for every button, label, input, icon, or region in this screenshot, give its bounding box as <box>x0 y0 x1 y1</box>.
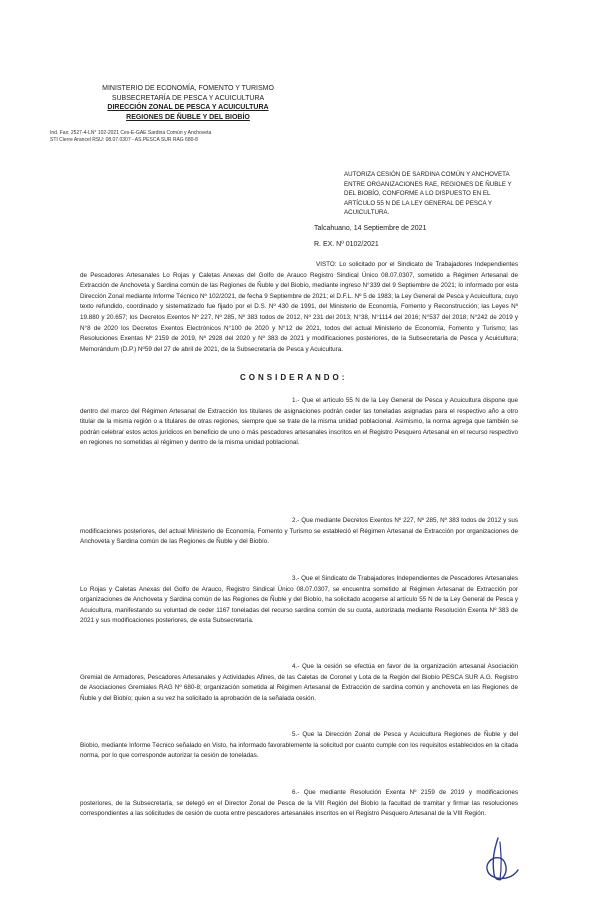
letterhead <box>88 84 288 122</box>
ministry-line: MINISTERIO DE ECONOMÍA, FOMENTO Y TURISMO <box>102 85 274 92</box>
considerando-5: 5.- Que la Dirección Zonal de Pesca y Acuicultura Regiones de Ñuble y del Biobío, mediante Informe Técnico señalado en Visto, ha informado favorablemente la solicitud por cuanto cumple con los requisitos establecidos en la citada norma, por lo que corresponde autorizar la cesión de toneladas. <box>80 731 518 760</box>
considerando-4: 4.- Que la cesión se efectúa en favor de la organización artesanal Asociación Gremial de Armadores, Pescadores Artesanales y Actividades Afines, de las Caletas de Coronel y Lota de la Región del Biobío PESCA SUR A.G. Registro de Asociaciones Gremiales RAG Nº 680-8; organización sometida al Régimen Artesanal de Extracción de sardina común y anchoveta en las Regiones de Ñuble y del Biobío; quien a su vez ha solicitado la aprobación de la señalada cesión. <box>80 663 518 702</box>
document-date: Talcahuano, 14 Septiembre de 2021 <box>314 225 427 232</box>
considerando-6: 6.- Que mediante Resolución Exenta Nº 2159 de 2019 y modificaciones posteriores, de la Subsecretaría, se delegó en el Director Zonal de Pesca de la VIII Región del Biobío la facultad de tramitar y firmar las resoluciones correspondientes a las solicitudes de cesión de cuota entre pescadores artesanales inscritos en el Registro Pesquero Artesanal de la VIII Región. <box>80 789 518 818</box>
considerando-heading: CONSIDERANDO: <box>240 373 348 382</box>
visto-paragraph: VISTO: Lo solicitado por el Sindicato de Trabajadores Independientes de Pescadores Artesanales Lo Rojas y Caletas Anexas del Golfo de Arauco Registro Sindical Único 08.07.0307, sometido a Régimen Artesanal de Extracción de Anchoveta y Sardina común de las Regiones de Ñuble y del Biobío, mediante ingreso N°339 del 9 Septiembre de 2021; lo informado por esta Dirección Zonal mediante Informe Técnico Nº 102/2021, de fecha 9 Septiembre de 2021; el D.F.L. Nº 5 de 1983; la Ley General de Pesca y Acuicultura, cuyo texto refundido, coordinado y sistematizado fue fijado por el D.S. Nº 430 de 1991, del Ministerio de Economía, Fomento y Reconstrucción; las Leyes Nº 19.880 y 20.657; los Decretos Exentos Nº 227, Nº 285, Nº 383 todos de 2012, Nº 231 del 2013; N°38, N°1114 del 2016; N°537 del 2018; N°242 de 2019 y N°8 de 2020 los Decretos Exentos Electrónicos N°100 de 2020 y N°12 de 2021, todos del actual Ministerio de Economía, Fomento y Turismo; las Resoluciones Exentas Nº 2159 de 2019, Nº 2928 del 2020 y Nº 383 de 2021 y modificaciones posteriores, de la Subsecretaría de Pesca y Acuicultura; Memorándum (D.P.) Nº59 del 27 de abril de 2021, de la Subsecretaría de Pesca y Acuicultura. <box>80 261 518 353</box>
considerando-1: 1.- Que el artículo 55 N de la Ley General de Pesca y Acuicultura dispone que dentro del marco del Régimen Artesanal de Extracción los titulares de asignaciones podrán ceder las toneladas asignadas para el respectivo año a otro titular de la misma región o a titulares de otras regiones, siempre que se trate de la misma unidad poblacional. Asimismo, la norma agrega que también se podrán celebrar estos actos jurídicos en beneficio de uno o más pescadores artesanales inscritos en el Registro Pesquero Artesanal en el recurso respectivo en regiones no sometidas al régimen y dentro de la misma unidad poblacional. <box>80 397 518 447</box>
reference-line-2: STI Cierre Arancel RSU: 08.07.0307 - AS.PESCA SUR RAG 680-8 <box>50 137 198 143</box>
handwritten-signature-icon <box>470 830 530 890</box>
reference-lines <box>50 130 310 144</box>
reference-line-1: Ind. Fax: 2527-4-LN° 102-2021 Ces-E-GAE Sardina Común y Anchoveta <box>50 130 212 136</box>
considerando-3: 3.- Que el Sindicato de Trabajadores Independientes de Pescadores Artesanales Lo Rojas y Caletas Anexas del Golfo de Arauco, Registro Sindical Único 08.07.0307, se encuentra sometido al Régimen Artesanal de Extracción por organizaciones de Anchoveta y Sardina común de las Regiones de Ñuble y del Biobío, ha solicitado acogerse al artículo 55 N de la Ley General de Pesca y Acuicultura, manifestando su voluntad de ceder 1167 toneladas del recurso sardina común de su cuota, autorizada mediante Resolución Exenta Nº 383 de 2021 y sus modificaciones posteriores, de esta Subsecretaría. <box>80 575 518 625</box>
subsecretaria-line: SUBSECRETARÍA DE PESCA Y ACUICULTURA <box>111 94 265 102</box>
resolution-number: R. EX. Nº 0102/2021 <box>314 241 379 248</box>
direccion-zonal-line: DIRECCIÓN ZONAL DE PESCA Y ACUICULTURA <box>107 104 269 111</box>
regiones-line: REGIONES DE ÑUBLE Y DEL BIOBÍO <box>126 113 250 121</box>
considerando-2: 2.- Que mediante Decretos Exentos Nº 227, Nº 285, Nº 383 todos de 2012 y sus modificaciones posteriores, del actual Ministerio de Economía, Fomento y Turismo se estableció el Régimen Artesanal de Extracción por organizaciones de Anchoveta y Sardina común de las Regiones de Ñuble y del Biobío. <box>80 517 518 546</box>
subject-block: AUTORIZA CESIÓN DE SARDINA COMÚN Y ANCHOVETA ENTRE ORGANIZACIONES RAE, REGIONES DE ÑUBLE Y DEL BIOBÍO, CONFORME A LO DISPUESTO EN EL ARTÍCULO 55 N DE LA LEY GENERAL DE PESCA Y ACUICULTURA. <box>344 171 512 217</box>
